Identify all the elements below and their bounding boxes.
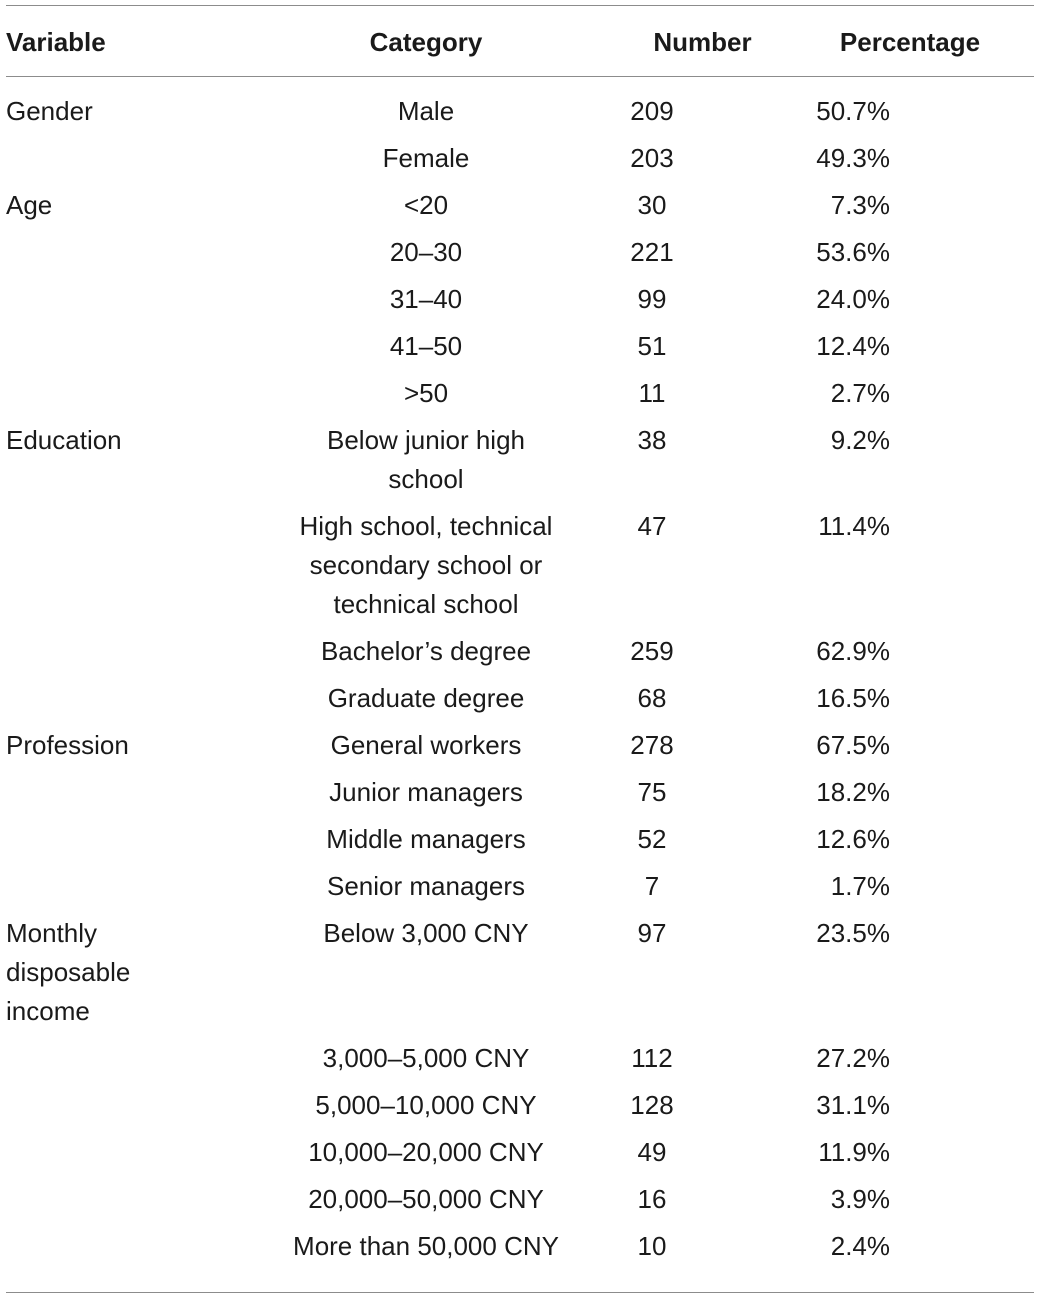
cell-percentage: 67.5% [816, 730, 890, 760]
cell-category: Senior managers [327, 871, 525, 901]
table-header-row [0, 5, 1040, 76]
header-number: Number [653, 27, 752, 57]
cell-variable [0, 139, 282, 178]
table-row [0, 233, 1040, 272]
cell-variable [0, 233, 282, 272]
cell-category: Below junior high school [326, 425, 525, 494]
cell-variable [0, 773, 282, 812]
cell-percentage: 50.7% [816, 96, 890, 126]
cell-percentage: 3.9% [830, 1184, 890, 1214]
cell-variable [0, 867, 282, 906]
table-bottom-rule [6, 1292, 1034, 1293]
row-spacer [890, 233, 1040, 272]
cell-number: 97 [637, 918, 667, 948]
cell-variable: Gender [6, 96, 93, 126]
cell-number: 221 [630, 237, 674, 267]
table-row [0, 632, 1040, 671]
cell-number: 68 [637, 683, 667, 713]
cell-variable [0, 374, 282, 413]
cell-category: Male [397, 96, 455, 126]
header-rule [6, 76, 1034, 77]
cell-variable [0, 1133, 282, 1172]
cell-percentage: 27.2% [816, 1043, 890, 1073]
row-spacer [890, 374, 1040, 413]
row-spacer [890, 1133, 1040, 1172]
header-category: Category [369, 27, 483, 57]
cell-number: 128 [630, 1090, 674, 1120]
cell-category: 5,000–10,000 CNY [315, 1090, 537, 1120]
cell-percentage: 62.9% [816, 636, 890, 666]
cell-category: >50 [403, 378, 449, 408]
cell-percentage: 2.4% [830, 1231, 890, 1261]
cell-number: 7 [644, 871, 660, 901]
cell-variable [0, 1227, 282, 1266]
cell-percentage: 16.5% [816, 683, 890, 713]
table-row [0, 773, 1040, 812]
table-row [0, 867, 1040, 906]
row-spacer [890, 914, 1040, 1031]
cell-percentage: 2.7% [830, 378, 890, 408]
cell-variable: Age [6, 190, 53, 220]
cell-category: High school, technical secondary school or technical school [299, 511, 553, 619]
cell-percentage: 53.6% [816, 237, 890, 267]
cell-category: General workers [330, 730, 522, 760]
row-spacer [890, 186, 1040, 225]
row-spacer [890, 1086, 1040, 1125]
table-row [0, 679, 1040, 718]
cell-number: 11 [638, 378, 666, 408]
cell-category: Middle managers [326, 824, 526, 854]
table-row [0, 820, 1040, 859]
cell-percentage: 49.3% [816, 143, 890, 173]
cell-variable [0, 679, 282, 718]
cell-variable [0, 1039, 282, 1078]
row-spacer [890, 867, 1040, 906]
cell-category: Female [382, 143, 470, 173]
table-row [0, 421, 1040, 499]
cell-number: 259 [630, 636, 674, 666]
cell-variable [0, 1086, 282, 1125]
cell-category: Bachelor’s degree [320, 636, 532, 666]
cell-variable [0, 1180, 282, 1219]
row-spacer [890, 280, 1040, 319]
table-body [0, 92, 1040, 1274]
cell-number: 38 [637, 425, 667, 455]
cell-category: 31–40 [389, 284, 463, 314]
row-spacer [890, 327, 1040, 366]
cell-number: 209 [630, 96, 674, 126]
cell-category: Below 3,000 CNY [323, 918, 529, 948]
row-spacer [890, 632, 1040, 671]
cell-percentage: 18.2% [816, 777, 890, 807]
table-row [0, 1039, 1040, 1078]
row-spacer [890, 92, 1040, 131]
cell-number: 99 [637, 284, 667, 314]
row-spacer [890, 1039, 1040, 1078]
cell-number: 47 [637, 511, 667, 541]
cell-variable: Education [6, 425, 122, 455]
cell-percentage: 11.4% [818, 511, 890, 541]
row-spacer [890, 1180, 1040, 1219]
row-spacer [890, 1227, 1040, 1266]
table-row [0, 1180, 1040, 1219]
cell-variable [0, 280, 282, 319]
header-percentage: Percentage [839, 27, 981, 57]
table-row [0, 374, 1040, 413]
row-spacer [890, 820, 1040, 859]
cell-variable: Monthly disposable income [6, 918, 131, 1026]
cell-percentage: 24.0% [816, 284, 890, 314]
cell-category: More than 50,000 CNY [293, 1231, 559, 1261]
table-row [0, 186, 1040, 225]
table-row [0, 914, 1040, 1031]
cell-category: Graduate degree [327, 683, 525, 713]
cell-number: 203 [630, 143, 674, 173]
table-row [0, 1133, 1040, 1172]
row-spacer [890, 507, 1040, 624]
header-variable: Variable [6, 27, 106, 57]
cell-number: 49 [637, 1137, 667, 1167]
table-row [0, 327, 1040, 366]
cell-category: 10,000–20,000 CNY [308, 1137, 544, 1167]
table-row [0, 1086, 1040, 1125]
cell-percentage: 23.5% [816, 918, 890, 948]
cell-percentage: 9.2% [830, 425, 890, 455]
cell-number: 30 [637, 190, 667, 220]
table-row [0, 1227, 1040, 1266]
cell-category: <20 [403, 190, 449, 220]
cell-number: 278 [630, 730, 674, 760]
cell-variable [0, 507, 282, 624]
cell-number: 75 [637, 777, 667, 807]
table-row [0, 726, 1040, 765]
row-spacer [890, 773, 1040, 812]
cell-variable [0, 820, 282, 859]
cell-percentage: 11.9% [818, 1137, 890, 1167]
cell-variable [0, 327, 282, 366]
cell-number: 112 [631, 1043, 673, 1073]
cell-category: 3,000–5,000 CNY [322, 1043, 530, 1073]
table-row [0, 507, 1040, 624]
cell-number: 52 [637, 824, 667, 854]
cell-percentage: 7.3% [830, 190, 890, 220]
row-spacer [890, 679, 1040, 718]
cell-category: 41–50 [389, 331, 463, 361]
table-row [0, 280, 1040, 319]
table-row [0, 92, 1040, 131]
cell-number: 51 [637, 331, 667, 361]
cell-number: 16 [637, 1184, 667, 1214]
cell-percentage: 1.7% [830, 871, 890, 901]
row-spacer [890, 421, 1040, 499]
table-row [0, 139, 1040, 178]
cell-category: Junior managers [329, 777, 523, 807]
row-spacer [890, 139, 1040, 178]
cell-percentage: 12.6% [816, 824, 890, 854]
row-spacer [890, 726, 1040, 765]
cell-number: 10 [637, 1231, 667, 1261]
cell-variable [0, 632, 282, 671]
cell-percentage: 12.4% [816, 331, 890, 361]
cell-variable: Profession [6, 730, 129, 760]
cell-category: 20,000–50,000 CNY [308, 1184, 544, 1214]
cell-percentage: 31.1% [816, 1090, 890, 1120]
cell-category: 20–30 [389, 237, 463, 267]
